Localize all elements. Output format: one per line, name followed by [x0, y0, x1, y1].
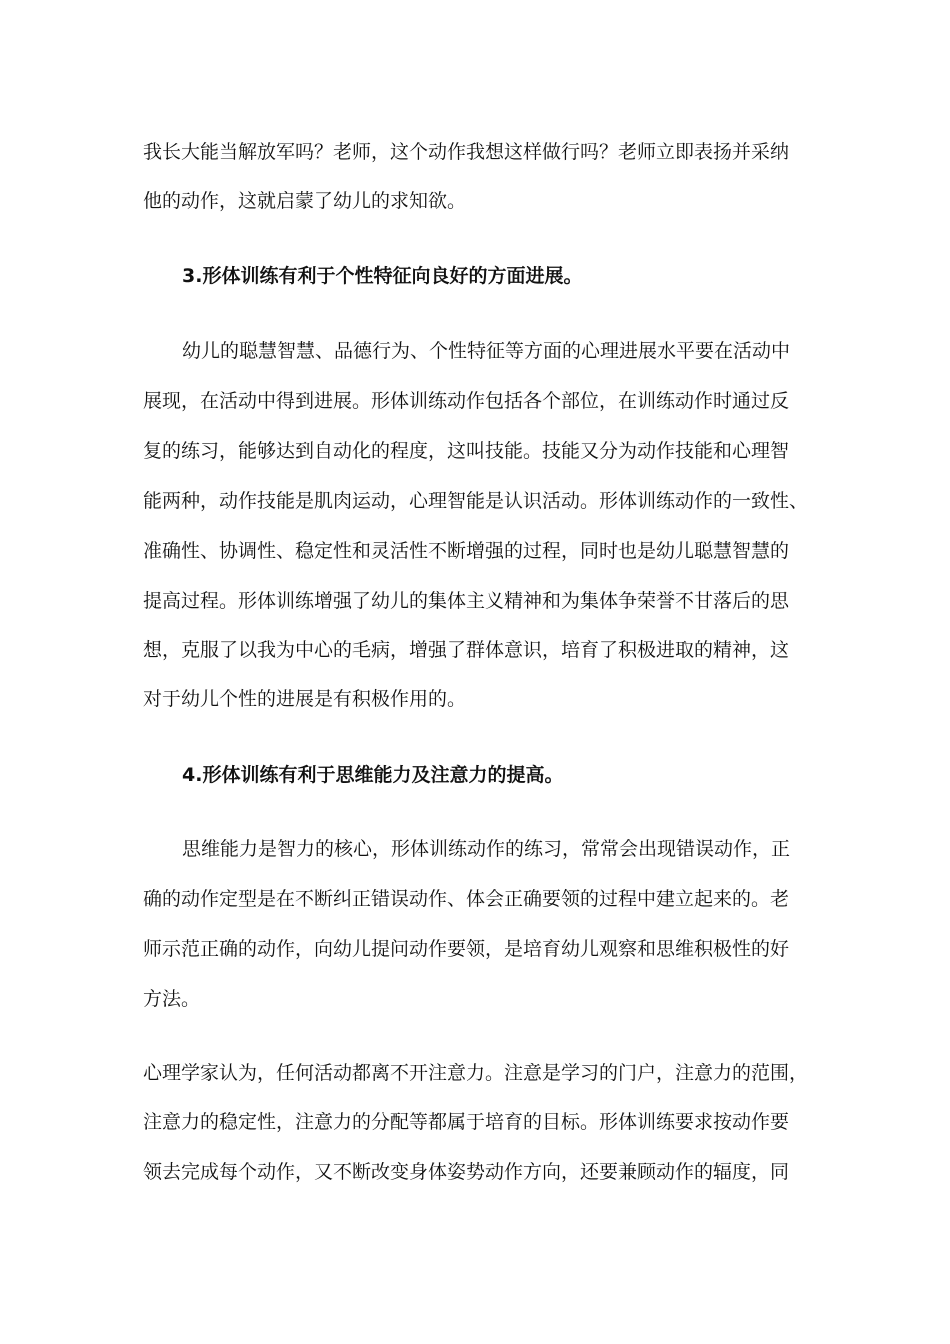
paragraph-line: 我长大能当解放军吗？老师，这个动作我想这样做行吗？老师立即表扬并采纳: [143, 141, 790, 163]
paragraph-line: 展现，在活动中得到进展。形体训练动作包括各个部位，在训练动作时通过反: [143, 390, 790, 412]
paragraph-line: 能两种，动作技能是肌肉运动，心理智能是认识活动。形体训练动作的一致性、: [143, 490, 809, 512]
paragraph-line: 他的动作，这就启蒙了幼儿的求知欲。: [143, 190, 467, 212]
paragraph-line: 想，克服了以我为中心的毛病，增强了群体意识，培育了积极进取的精神，这: [143, 639, 790, 661]
paragraph-line: 思维能力是智力的核心，形体训练动作的练习，常常会出现错误动作，正: [182, 838, 791, 860]
paragraph-line: 复的练习，能够达到自动化的程度，这叫技能。技能又分为动作技能和心理智: [143, 440, 790, 462]
paragraph-line: 领去完成每个动作，又不断改变身体姿势动作方向，还要兼顾动作的辐度，同: [143, 1161, 790, 1183]
paragraph-line: 提高过程。形体训练增强了幼儿的集体主义精神和为集体争荣誉不甘落后的思: [143, 590, 790, 612]
paragraph-line: 对于幼儿个性的进展是有积极作用的。: [143, 688, 467, 710]
section-heading-3: 3.形体训练有利于个性特征向良好的方面进展。: [182, 265, 583, 287]
paragraph-line: 方法。: [143, 988, 201, 1010]
paragraph-line: 准确性、协调性、稳定性和灵活性不断增强的过程，同时也是幼儿聪慧智慧的: [143, 540, 790, 562]
paragraph-line: 注意力的稳定性，注意力的分配等都属于培育的目标。形体训练要求按动作要: [143, 1111, 790, 1133]
paragraph-line: 幼儿的聪慧智慧、品德行为、个性特征等方面的心理进展水平要在活动中: [182, 340, 791, 362]
paragraph-line: 心理学家认为，任何活动都离不开注意力。注意是学习的门户，注意力的范围，: [143, 1062, 809, 1084]
section-heading-4: 4.形体训练有利于思维能力及注意力的提高。: [182, 764, 564, 786]
paragraph-line: 确的动作定型是在不断纠正错误动作、体会正确要领的过程中建立起来的。老: [143, 888, 790, 910]
paragraph-line: 师示范正确的动作，向幼儿提问动作要领，是培育幼儿观察和思维积极性的好: [143, 938, 790, 960]
